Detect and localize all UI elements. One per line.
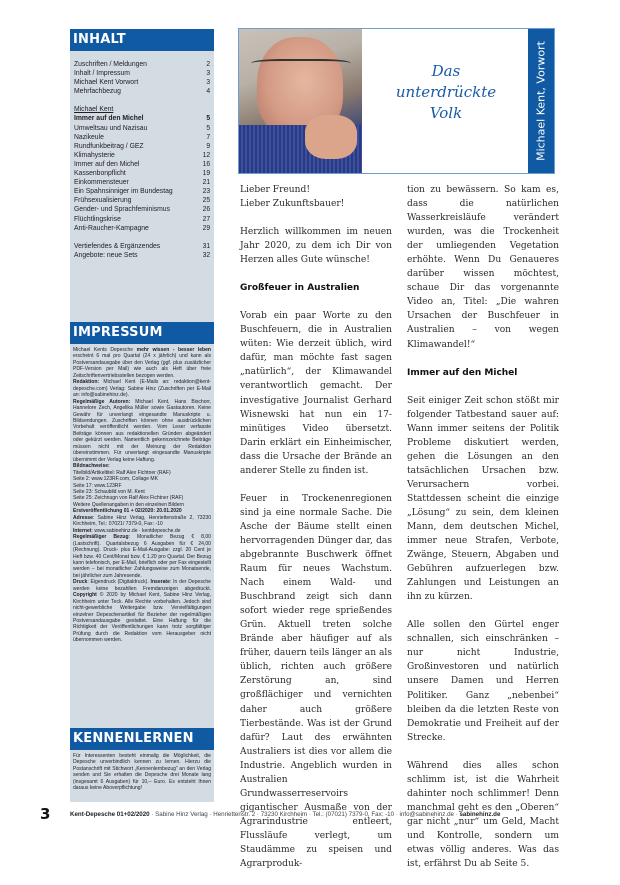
toc-item-page: 3	[206, 68, 211, 78]
toc-item[interactable]	[74, 132, 210, 141]
toc-item[interactable]	[74, 195, 210, 204]
toc-item-page: 21	[202, 177, 211, 187]
image-credit-line: Seite 23: Schaubild von M. Kent	[73, 488, 145, 495]
image-credit-line: Titelbild/Artikeltitel: Ralf Alex Fichtner (RAF)	[73, 469, 171, 476]
toc-item[interactable]	[74, 68, 210, 77]
author-photo	[239, 29, 362, 173]
toc-item[interactable]	[74, 241, 210, 250]
toc-item-page: 3	[206, 77, 211, 87]
toc-item-label: Nazikeule	[74, 131, 104, 141]
toc-item-page: 9	[206, 140, 211, 150]
toc-item-label: Ein Spahnsinniger im Bundestag	[74, 186, 173, 196]
paragraph-wahrheit: Während dies alles schon schlimm ist, ist die Wahrheit dahinter noch schlimmer! Denn manchmal geht es den „Oberen“ gar nicht „nur“ um Geld, Macht und Kontrolle, sondern um etwas völlig anderes. Was das ist, erfährst Du ab Seite 5.	[407, 760, 559, 870]
toc-item[interactable]	[74, 223, 210, 232]
toc-item[interactable]	[74, 77, 210, 86]
toc-item-page: 5	[206, 113, 211, 123]
paragraph-trockenregionen: Feuer in Trockenenregionen sind ja eine normale Sache. Die Asche der Bäume stellt einen hervorragenden Dünger dar, das abgebrannte Buschwerk öffnet Raum für neues Wachstum. Nach einem Wald- und Buschbrand zeigt sich dann sofort wieder rege sprießendes Grün. Aktuell treten solche Brände aber häufiger auf als früher, dauern teils länger an als üblich, richten auch größere Zerstörung an, sind großflächiger und vernichten daher auch größere Tierbestände. Was ist der Grund dafür? Laut des erwähnten Australiers ist dies vor allem die Industrie. Angeblich wurden in Australien Grundwasserreservoirs gigantischer Ausmaße von der Agrarindustrie entleert, Flussläufe verlegt, um Staudämme zu speisen und Agrarproduk-	[240, 493, 392, 870]
toc-item-label: Mehrfachbezug	[74, 86, 121, 96]
toc-item[interactable]	[74, 59, 210, 68]
image-credit-line: Seite 25: Zeichnugn von Ralf Alex Fichtner (RAF)	[73, 495, 184, 502]
toc-item-label: Angebote: neue Sets	[74, 249, 138, 259]
toc-item-page: 7	[206, 131, 211, 141]
toc-item-label: Klimahysterie	[74, 149, 115, 159]
toc-item-page: 5	[206, 122, 211, 132]
toc-item[interactable]	[74, 204, 210, 213]
kennenlernen-heading: KENNENLERNEN	[70, 728, 214, 750]
footer-imprint: Kent-Depesche 01+02/2020 · Sabine Hinz Verlag · Henriettenstr. 2 · 73230 Kirchheim · Tel.: (07021) 7379-0, Fax: -10 · info@sabinehinz.de · sabinehinz.de	[70, 811, 501, 818]
toc-item-label: Immer auf den Michel	[74, 113, 144, 123]
paragraph-guertel: Alle sollen den Gürtel enger schnallen, sich einschränken – nur nicht Industrie, Großinvestoren und natürlich unsere Damen und Herren Politiker. Ganz „nebenbei“ bleiben da die letzten Reste von Demokratie und Freiheit auf der Strecke.	[407, 620, 559, 743]
table-of-contents	[70, 51, 214, 259]
toc-item-label: Rundfunkbeitrag / GEZ	[74, 140, 144, 150]
subheading-grossfeuer: Großfeuer in Australien	[240, 283, 360, 294]
sidebar	[70, 29, 214, 802]
article-column-1	[240, 183, 392, 871]
toc-item[interactable]	[74, 150, 210, 159]
image-credit-line: Seite 17: www.123RF	[73, 482, 122, 489]
toc-item-label: Immer auf den Michel	[74, 158, 140, 168]
toc-item-label: Flüchtlingskrise	[74, 213, 121, 223]
toc-item[interactable]	[74, 123, 210, 132]
toc-item-page: 31	[202, 240, 211, 250]
photo-hand	[305, 115, 357, 159]
welcome-paragraph: Herzlich willkommen im neuen Jahr 2020, zu dem ich Dir von Herzen alles Gute wünsche!	[240, 227, 392, 266]
paragraph-buschfeuer: Vorab ein paar Worte zu den Buschfeuern, die in Australien wüten: Wie derzeit üblich, wird dafür, man möchte fast sagen „natürlich“, der Klimawandel verantwortlich gemacht. Der investigative Journalist Gerhard Wisnewski hat nun ein 17-minütiges Video übersetzt. Darin erklärt ein Einheimischer, dass die Ursache der Brände an anderer Stelle zu finden ist.	[240, 311, 392, 476]
inhalt-heading: INHALT	[70, 29, 214, 51]
article-column-2	[407, 183, 559, 885]
toc-item-label: Vertiefendes & Ergänzendes	[74, 240, 161, 250]
toc-item[interactable]	[74, 186, 210, 195]
toc-item[interactable]	[74, 113, 210, 122]
toc-item-label: Gender- und Sprachfeminismus	[74, 204, 170, 214]
toc-item-page: 4	[206, 86, 211, 96]
toc-item-page: 16	[202, 158, 211, 168]
toc-item-page: 25	[202, 195, 211, 205]
toc-item-page: 32	[202, 249, 211, 259]
kennenlernen-text: Für Interessenten besteht einmalig die Möglichkeit, die Depesche unverbindlich kennen zu lernen. Hierzu die Postanschrift mit Stichwort „Kennenlernbezug“ an den Verlag senden und Sie erhalten die Depesche drei Monate lang (insgesamt 6 Ausgaben) für 10,– Euro. Es entsteht Ihnen daraus keine Aboverpflichtung!	[73, 753, 211, 792]
impressum-section	[70, 322, 214, 644]
toc-item-page: 19	[202, 168, 211, 178]
footer-website-link[interactable]: sabinehinz.de	[459, 811, 501, 818]
vertical-author-label: Michael Kent, Vorwort	[528, 29, 554, 173]
page-number: 3	[40, 805, 51, 823]
toc-item-label: Anti-Raucher-Kampagne	[74, 222, 149, 232]
toc-item-page: 12	[202, 149, 211, 159]
toc-item-page: 26	[202, 204, 211, 214]
greeting-line-2: Lieber Zukunftsbauer!	[240, 199, 345, 210]
toc-item-page: 2	[206, 59, 211, 68]
toc-item-label: Einkommensteuer	[74, 177, 129, 187]
toc-item-label: Kassenbonpflicht	[74, 168, 126, 178]
toc-item-label: Inhalt / Impressum	[74, 68, 130, 78]
toc-item[interactable]	[74, 159, 210, 168]
toc-item[interactable]	[74, 214, 210, 223]
subheading-michel: Immer auf den Michel	[407, 367, 518, 378]
toc-item-page: 27	[202, 213, 211, 223]
toc-item[interactable]	[74, 168, 210, 177]
toc-item[interactable]	[74, 250, 210, 259]
toc-item[interactable]	[74, 141, 210, 150]
impressum-heading: IMPRESSUM	[70, 322, 214, 344]
photo-glasses	[251, 59, 351, 73]
toc-item-page: 23	[202, 186, 211, 196]
toc-item-page: 29	[202, 222, 211, 232]
kennenlernen-section	[70, 728, 214, 791]
article-title: Das unterdrückte Volk	[395, 62, 497, 122]
image-credit-line: Weitere Quellenangaben in den einzelnen Bildern	[73, 501, 185, 508]
toc-author-heading: Michael Kent	[74, 104, 114, 114]
greeting-line-1: Lieber Freund!	[240, 185, 310, 195]
page-footer	[40, 805, 600, 824]
header-banner	[238, 28, 555, 174]
toc-item-label: Zuschriften / Meldungen	[74, 59, 147, 68]
toc-item[interactable]	[74, 86, 210, 95]
paragraph-michel: Seit einiger Zeit schon stößt mir folgender Tatbestand sauer auf: Wann immer seitens der Politik Probleme diskutiert werden, gehen die Lösungen an den tatsächlichen Ursachen bzw. Verursachern vorbei. Stattdessen scheint die einzige „Lösung“ zu sein, dem kleinen Mann, dem deutschen Michel, immer neue Strafen, Verbote, Zwänge, Steuern, Abgaben und Gebühren aufzuerlegen bzw. Zahlungen und Leistungen an ihn zu kürzen.	[407, 395, 559, 603]
image-credit-line: Seite 2: www.123RF.com, Collage MK	[73, 476, 158, 483]
toc-item-label: Michael Kent Vorwort	[74, 77, 139, 87]
toc-item[interactable]	[74, 177, 210, 186]
paragraph-trockenregionen-cont: tion zu bewässern. So kam es, dass die natürlichen Wasserkreisläufe verändert wurden, was die Trockenheit der umliegenden Vegetation erhöhte. Wenn Du Genaueres darüber wissen möchtest, schaue Dir das vorgenannte Video an, Titel: „Die wahren Ursachen der Buschfeuer in Australien – von wegen Klimawandel!“	[407, 185, 559, 350]
toc-item-label: Frühsexualisierung	[74, 195, 132, 205]
impressum-text: Michael Kents Depesche mehr wissen - besser leben erscheint 6 mal pro Quartal (24 x jährlich) und kann als Postversandausgabe über den Verlag (ggf. plus zusätzlicher PDF-Version per Mail) wie auch als Heft über freie Zeitschriftenvertriebsstellen bezogen werden. Redaktion: Michael Kent (E-Mails an: redaktion@kent-depesche.com) Verlag: Sabine Hinz (Zuschriften per E-Mail an: info@sabinehinz.de). Regelmäßige Autoren: Michael Kent, Hans Bischorr, Hannelore Zech, Angelika Müller sowie Gastautoren. Keine Gewähr für unverlangt eingesandte Manuskripte u. Bildsendungen. Zuschriften können ohne ausdrücklichen Vorbehalt veröffentlicht werden. Vom Leser verfasste Beiträge können aus redaktionellen Gründen abgeändert oder gekürzt werden. Namentlich gekennzeichnete Beiträge müssen nicht mit der Meinung der Redaktion übereinstimmen. Für unverlangt eingesandte Manuskripte übernimmt der Verlag keine Haftung. Bildnachweise: Titelbild/Artikeltitel: Ralf Alex Fichtner (RAF) Seite 2: www.123RF.com, Collage MK Seite 17: www.123RF Seite 23: Schaubild von M. Kent Seite 25: Zeichnugn von Ralf Alex Fichtner (RAF) Weitere Quellenangaben in den einzelnen Bildern Erstveröffentlichung 01 + 02/2020: 20.01.2020 Adresse: Sabine Hinz Verlag, Henriettenstraße 2, 73230 Kirchheim, Tel.: 07021/ 7379-0, Fax: -10 Internet: www.sabinehinz.de · kentdepesche.de Regelmäßiger Bezug: Monatlicher Bezug € 8,00 (Lastschrift). Quartalsbezug 6 Ausgaben für € 24,00 (Rechnung). Druck- plus E-Mail-Ausgabe: zzgl. 20 Cent je Heft bzw. 40 Cent/Monat bzw. € 1.20 pro Quartal. Der Bezug kann telefonisch, per E-Mail, brieflich oder per Fax eingestellt werden – bei monatlicher Zahlungsweise zum Monatsende, bei jährlicher zum Jahresende. Druck: Eigendruck (Digitaldruck). Inserate: In der Depesche werden keine bezahlten Fremdanzeigen abgedruckt. Copyright © 2020 by Michael Kent, Sabine Hinz Verlag, Kirchheim unter Teck. Alle Rechte vorbehalten. Jedoch sind nicht-gewerbliche Weitergabe bzw. Vervielfältigungen einzelner Depeschenartikel für Bezieher der regelmäßigen Postversandausgabe gestattet. Eine Haftung für die Richtigkeit der Veröffentlichungen kann trotz sorgfältiger Prüfung durch die Redaktion vom Herausgeber nicht übernommen werden.	[73, 347, 211, 644]
toc-item-label: Umweltsau und Nazisau	[74, 122, 148, 132]
